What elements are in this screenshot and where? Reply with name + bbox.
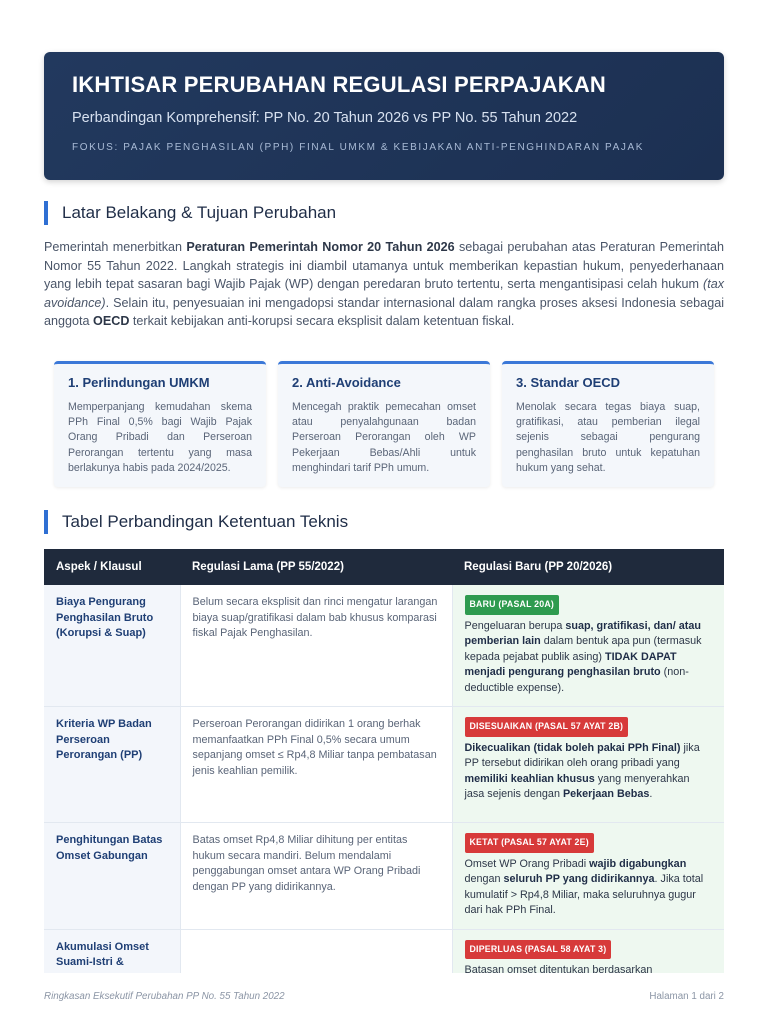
new-regulation-cell xyxy=(452,929,724,973)
old-regulation-cell: Perseroan Perorangan didirikan 1 orang berhak memanfaatkan PPh Final 0,5% secara umum sepanjang omset ≤ Rp4,8 Miliar tanpa pembatasan jenis keahlian pemilik. xyxy=(180,707,452,823)
old-regulation-cell: Belum secara eksplisit dan rinci mengatur larangan biaya suap/gratifikasi dalam bab khusus komparasi fiskal Pajak Penghasilan. xyxy=(180,585,452,707)
aspect-cell: Akumulasi Omset Suami-Istri & xyxy=(44,929,180,973)
table-row xyxy=(44,707,724,823)
table-row xyxy=(44,823,724,930)
aspect-cell: Kriteria WP Badan Perseroan Perorangan (PP) xyxy=(44,707,180,823)
comparison-table-wrap xyxy=(44,549,724,973)
column-header-aspect: Aspek / Klausul xyxy=(44,549,180,585)
paragraph-bold-regulation: Peraturan Pemerintah Nomor 20 Tahun 2026 xyxy=(186,240,455,254)
new-regulation-text: Omset WP Orang Pribadi wajib digabungkan dengan seluruh PP yang didirikannya. Jika total kumulatif > Rp4,8 Miliar, maka seluruhnya gugur dari hak PPh Final. xyxy=(464,857,704,916)
objective-cards xyxy=(54,361,714,487)
paragraph-text: . Selain itu, penyesuaian ini mengadopsi standar internasional dalam rangka proses aksesi Indonesia sebagai anggota xyxy=(44,295,724,329)
change-badge: KETAT (PASAL 57 AYAT 2E) xyxy=(465,833,594,853)
focus-line: FOKUS: PAJAK PENGHASILAN (PPH) FINAL UMKM & KEBIJAKAN ANTI-PENGHINDARAN PAJAK xyxy=(72,142,644,153)
footer-document-title: Ringkasan Eksekutif Perubahan PP No. 55 Tahun 2022 xyxy=(44,991,285,1002)
background-heading: Latar Belakang & Tujuan Perubahan xyxy=(44,201,336,225)
page-title: IKHTISAR PERUBAHAN REGULASI PERPAJAKAN xyxy=(72,72,607,97)
header-banner xyxy=(44,52,724,180)
change-badge: BARU (PASAL 20A) xyxy=(465,595,560,615)
card-body: Mencegah praktik pemecahan omset atau penyalahgunaan badan Perseroan Perorangan oleh WP Pekerjaan Bebas/Ahli untuk menghindari tarif PPh umum. xyxy=(292,401,476,474)
paragraph-text: Pemerintah menerbitkan xyxy=(44,240,187,254)
table-row xyxy=(44,585,724,707)
card-body: Menolak secara tegas biaya suap, gratifikasi, atau pemberian ilegal sejenis sebagai pengurang penghasilan bruto untuk kepatuhan hukum yang sehat. xyxy=(516,401,700,474)
card-body: Memperpanjang kemudahan skema PPh Final 0,5% bagi Wajib Pajak Orang Pribadi dan Perseroan Perorangan tertentu yang masa berlakunya habis pada 2024/2025. xyxy=(68,401,252,474)
column-header-old: Regulasi Lama (PP 55/2022) xyxy=(180,549,452,585)
paragraph-text: sebagai perubahan atas Peraturan Pemerintah Nomor 55 Tahun 2022. Langkah strategis ini diambil utamanya untuk memberikan kepastian hukum, penyederhanaan yang lebih tepat sasaran bagi Wajib Pajak (WP) dengan peredaran bruto tertentu, serta mengantisipasi celah hukum xyxy=(44,240,724,292)
change-badge: DISESUAIKAN (PASAL 57 AYAT 2B) xyxy=(465,717,629,737)
comparison-table xyxy=(44,549,724,973)
page-number: Halaman 1 dari 2 xyxy=(649,991,724,1002)
new-regulation-cell xyxy=(452,585,724,707)
page-subtitle: Perbandingan Komprehensif: PP No. 20 Tahun 2026 vs PP No. 55 Tahun 2022 xyxy=(72,110,578,126)
paragraph-bold-oecd: OECD xyxy=(93,314,130,329)
card-umkm xyxy=(54,361,266,487)
table-header-row xyxy=(44,549,724,585)
aspect-cell: Biaya Pengurang Penghasilan Bruto (Korupsi & Suap) xyxy=(44,585,180,707)
background-paragraph xyxy=(44,238,724,331)
new-regulation-text: Batasan omset ditentukan berdasarkan xyxy=(464,964,653,973)
old-regulation-cell: Batas omset Rp4,8 Miliar dihitung per entitas hukum secara mandiri. Belum mendalami penggabungan omset antara WP Orang Pribadi dengan PP yang didirikannya. xyxy=(180,823,452,930)
paragraph-text: terkait kebijakan anti-korupsi secara eksplisit dalam ketentuan fiskal. xyxy=(129,314,515,329)
old-regulation-cell xyxy=(180,929,452,973)
card-title: 3. Standar OECD xyxy=(516,375,621,390)
card-anti-avoidance xyxy=(278,361,490,487)
table-heading: Tabel Perbandingan Ketentuan Teknis xyxy=(44,510,348,534)
card-title: 2. Anti-Avoidance xyxy=(292,375,401,390)
card-title: 1. Perlindungan UMKM xyxy=(68,375,210,390)
paragraph-italic-term: (tax avoidance) xyxy=(44,277,724,310)
new-regulation-cell xyxy=(452,707,724,823)
table-row xyxy=(44,929,724,973)
aspect-cell: Penghitungan Batas Omset Gabungan xyxy=(44,823,180,930)
card-oecd xyxy=(502,361,714,487)
change-badge: DIPERLUAS (PASAL 58 AYAT 3) xyxy=(465,940,612,960)
new-regulation-cell xyxy=(452,823,724,930)
column-header-new: Regulasi Baru (PP 20/2026) xyxy=(452,549,724,585)
new-regulation-text: Pengeluaran berupa suap, gratifikasi, dan/ atau pemberian lain dalam bentuk apa pun (termasuk kepada pejabat publik asing) TIDAK DAPAT menjadi pengurang penghasilan bruto (non-deductible expense). xyxy=(464,619,702,694)
new-regulation-text: Dikecualikan (tidak boleh pakai PPh Final) jika PP tersebut didirikan oleh orang pribadi yang memiliki keahlian khusus yang menyerahkan jasa sejenis dengan Pekerjaan Bebas. xyxy=(464,741,700,800)
